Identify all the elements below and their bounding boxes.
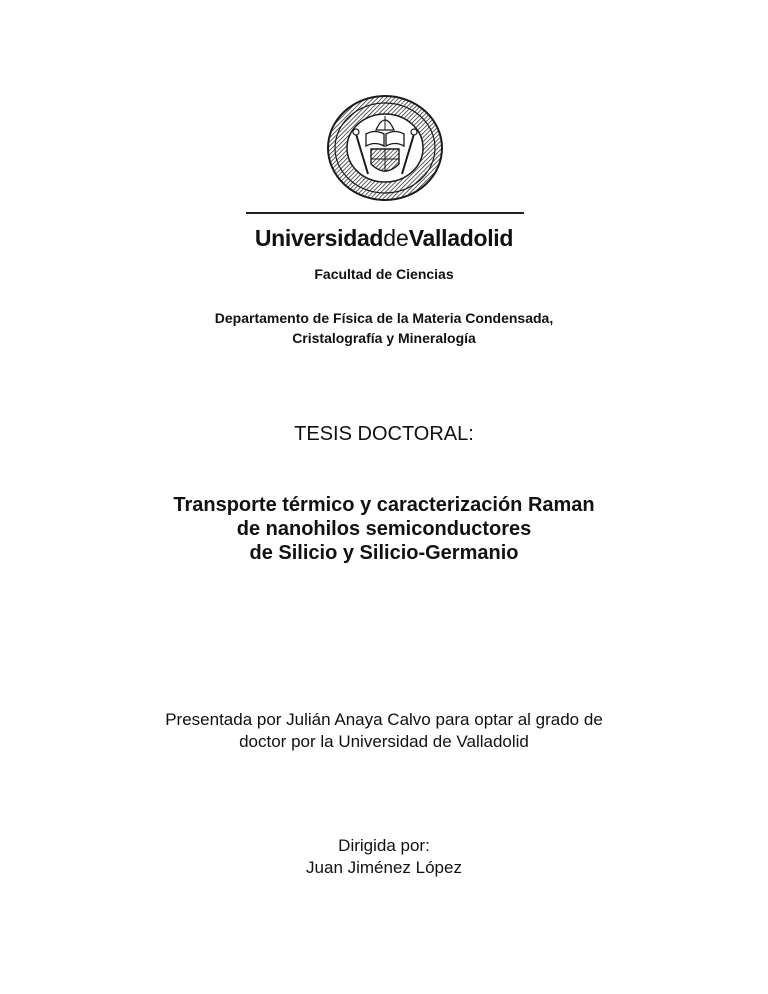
logo-divider [246,212,524,214]
director-label: Dirigida por: [338,836,430,855]
wordmark-part-3: Valladolid [408,225,514,251]
university-seal-icon [326,94,444,202]
university-wordmark [0,225,768,252]
thesis-title-line-2: de nanohilos semiconductores [236,518,532,540]
wordmark-part-2: de [383,225,409,251]
director-name: Juan Jiménez López [306,858,462,877]
department-line-2: Cristalografía y Mineralogía [292,330,476,346]
thesis-title-line-1: Transporte térmico y caracterización Raman [173,494,595,516]
faculty-name: Facultad de Ciencias [314,266,454,282]
presented-by-line-2: doctor por la Universidad de Valladolid [239,732,529,751]
document-type: TESIS DOCTORAL: [294,423,474,445]
thesis-title-line-3: de Silicio y Silicio-Germanio [249,542,519,564]
wordmark-part-1: Universidad [254,225,384,251]
presented-by-line-1: Presentada por Julián Anaya Calvo para optar al grado de [165,710,603,729]
department-line-1: Departamento de Física de la Materia Condensada, [214,310,554,326]
